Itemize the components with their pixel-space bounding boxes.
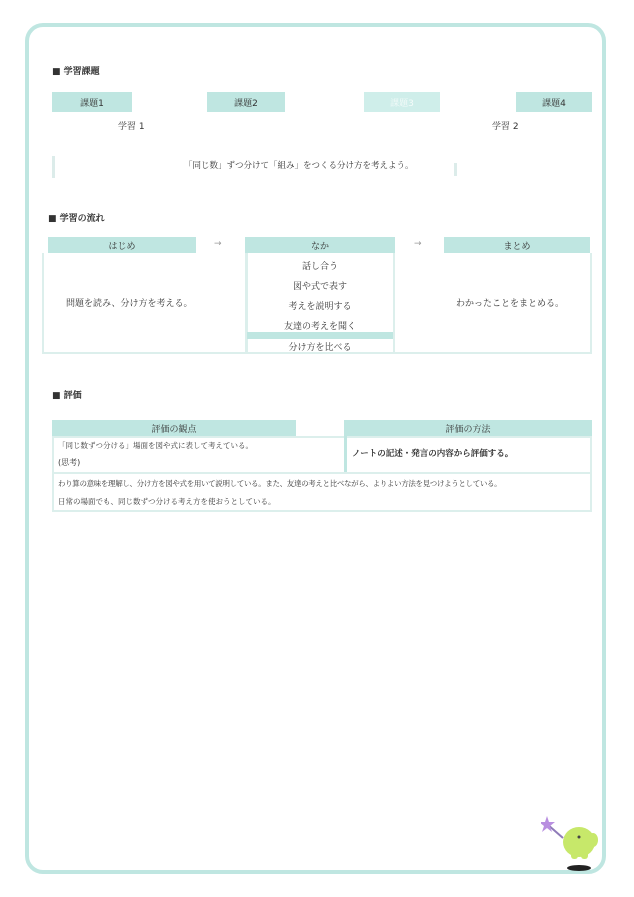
step-box-4: 課題4 bbox=[516, 92, 592, 112]
step-box-3: 課題3 bbox=[364, 92, 440, 112]
eval-detail-text-1: わり算の意味を理解し、分け方を図や式を用いて説明している。また、友達の考えと比べながら、よりよい方法を見つけようとしている。 bbox=[58, 479, 502, 488]
task-caption: 「同じ数」ずつ分けて「組み」をつくる分け方を考えよう。 bbox=[184, 161, 414, 171]
eval-header-left: 評価の観点 bbox=[52, 420, 296, 436]
flow-arrow-2: → bbox=[414, 239, 422, 249]
flow-column-header-end: まとめ bbox=[444, 237, 590, 253]
eval-column-divider bbox=[344, 420, 347, 472]
section-title-flow: ■ 学習の流れ bbox=[48, 214, 105, 224]
caption-bracket-left bbox=[52, 156, 55, 178]
flow-middle-divider bbox=[247, 332, 393, 339]
eval-method-text: ノートの記述・発言の内容から評価する。 bbox=[352, 449, 514, 459]
flow-end-text: わかったことをまとめる。 bbox=[456, 299, 565, 309]
magic-wand-icon bbox=[541, 816, 563, 838]
sub-label-right: 学習 2 bbox=[492, 122, 519, 132]
flow-middle-item: 図や式で表す bbox=[292, 282, 347, 292]
sub-label-left: 学習 1 bbox=[118, 122, 145, 132]
eval-viewpoint-note: (思考) bbox=[58, 458, 81, 467]
flow-arrow-1: → bbox=[214, 239, 222, 249]
flow-column-header-middle: なか bbox=[245, 237, 395, 253]
eval-row-divider bbox=[52, 472, 592, 474]
step-box-1: 課題1 bbox=[52, 92, 132, 112]
flow-middle-item: 話し合う bbox=[301, 262, 338, 272]
green-monster-mascot-icon bbox=[541, 812, 603, 872]
eval-header-right: 評価の方法 bbox=[344, 420, 592, 436]
caption-bracket-right bbox=[454, 163, 457, 176]
step-box-2: 課題2 bbox=[207, 92, 285, 112]
section-title-learning-task: ■ 学習課題 bbox=[52, 67, 100, 77]
section-title-evaluation: ■ 評価 bbox=[52, 391, 82, 401]
flow-pane-middle bbox=[245, 253, 395, 354]
eval-viewpoint-text: 「同じ数ずつ分ける」場面を図や式に表して考えている。 bbox=[58, 441, 253, 450]
eval-detail-text-2: 日常の場面でも、同じ数ずつ分ける考え方を使おうとしている。 bbox=[58, 497, 276, 506]
flow-middle-item: 考えを説明する bbox=[288, 302, 352, 312]
flow-middle-item: 友達の考えを聞く bbox=[283, 322, 356, 332]
flow-column-header-start: はじめ bbox=[48, 237, 196, 253]
flow-start-text: 問題を読み、分け方を考える。 bbox=[66, 299, 193, 309]
flow-middle-item: 分け方を比べる bbox=[288, 343, 352, 353]
